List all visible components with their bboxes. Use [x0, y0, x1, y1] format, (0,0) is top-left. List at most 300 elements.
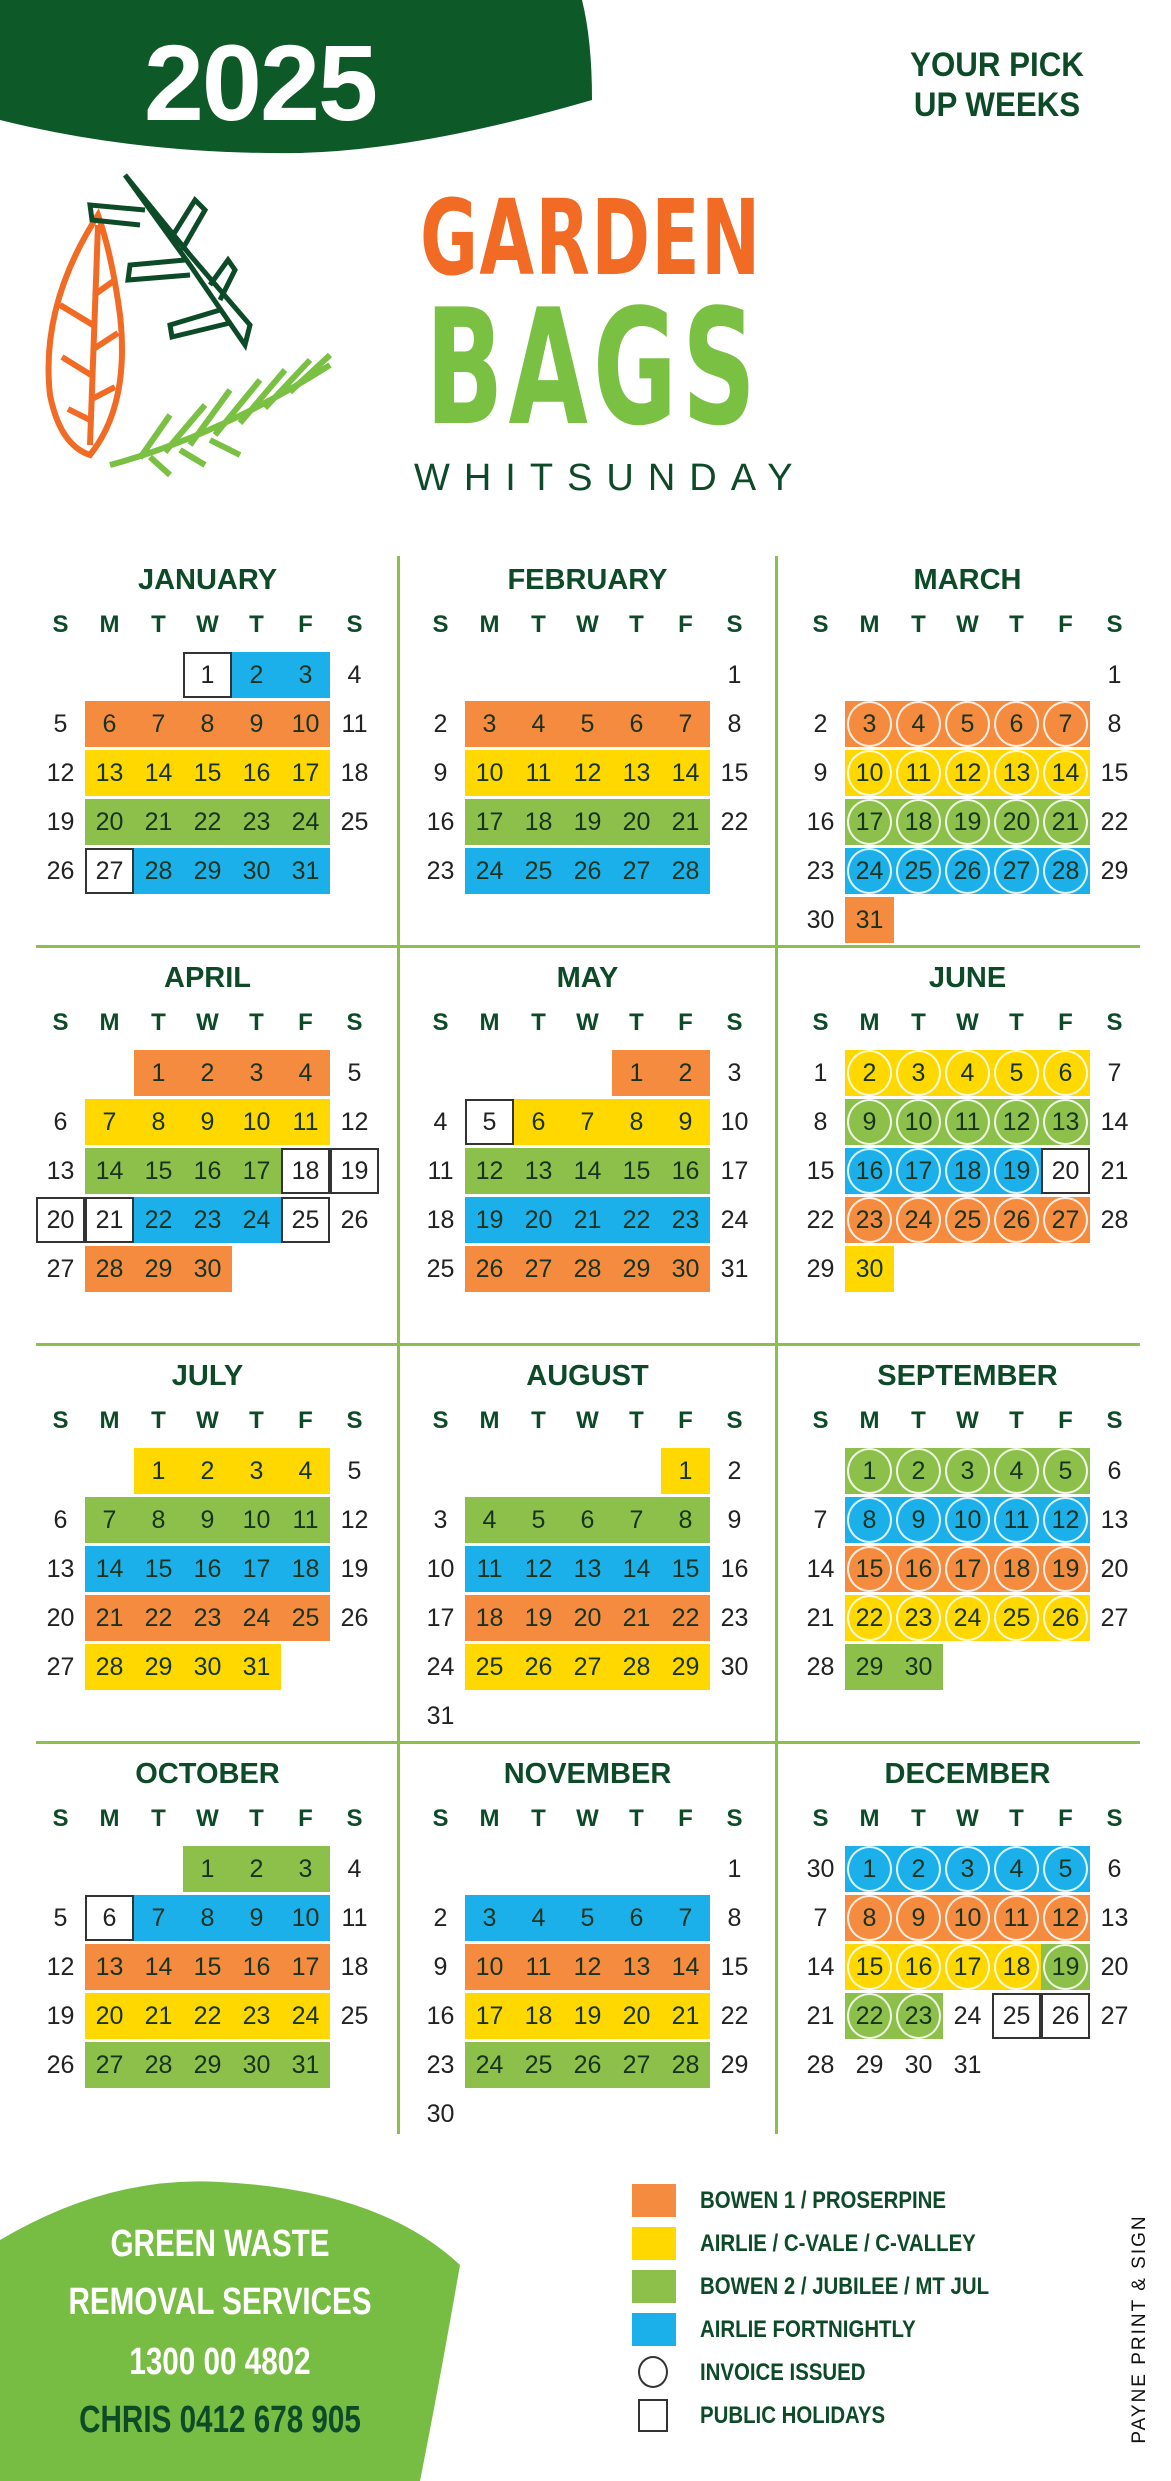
- month-title-december: DECEMBER: [884, 1758, 1051, 1790]
- day-number: 3: [482, 1903, 497, 1932]
- day-number: 8: [862, 1505, 877, 1534]
- day-number: 31: [855, 905, 884, 934]
- day-number: 14: [144, 758, 173, 787]
- day-number: 1: [727, 660, 742, 689]
- calendar-day: [710, 1846, 759, 1892]
- day-number: 30: [904, 2050, 933, 2079]
- invoice-day: [1041, 701, 1090, 747]
- day-number: 23: [193, 1205, 222, 1234]
- calendar-day: [183, 848, 232, 894]
- calendar-day: [36, 1099, 85, 1145]
- calendar-day: [85, 1546, 134, 1592]
- invoice-circle-icon: [847, 750, 892, 796]
- day-number: 23: [806, 856, 835, 885]
- calendar-day: [465, 701, 514, 747]
- day-number: 15: [671, 1554, 700, 1583]
- public-holiday-day: [85, 848, 134, 894]
- weekday-label: T: [1009, 611, 1024, 638]
- calendar-day: [416, 1944, 465, 1990]
- public-holiday-day: [36, 1197, 85, 1243]
- day-number: 17: [953, 1554, 982, 1583]
- weekday-label: M: [479, 611, 500, 638]
- day-number: 31: [291, 856, 320, 885]
- invoice-day: [943, 1846, 992, 1892]
- day-number: 20: [573, 1603, 602, 1632]
- day-number: 25: [1002, 2001, 1031, 2030]
- contact-phone[interactable]: 1300 00 4802: [129, 2341, 311, 2383]
- day-number: 3: [960, 1456, 975, 1485]
- invoice-circle-icon: [945, 1148, 990, 1194]
- invoice-day: [1041, 1050, 1090, 1096]
- weekday-label: T: [249, 611, 264, 638]
- day-number: 7: [580, 1107, 595, 1136]
- day-number: 12: [953, 758, 982, 787]
- calendar-day: [183, 1148, 232, 1194]
- day-number: 5: [580, 1903, 595, 1932]
- day-number: 6: [53, 1505, 68, 1534]
- invoice-circle-icon: [1043, 1846, 1088, 1892]
- calendar-day: [330, 1993, 379, 2039]
- day-number: 28: [1051, 856, 1080, 885]
- invoice-day: [992, 1497, 1041, 1543]
- day-number: 17: [475, 807, 504, 836]
- calendar-day: [281, 1497, 330, 1543]
- day-number: 15: [720, 1952, 749, 1981]
- calendar-day: [36, 1944, 85, 1990]
- invoice-circle-icon: [994, 1099, 1039, 1145]
- day-number: 30: [193, 1254, 222, 1283]
- day-number: 5: [960, 709, 975, 738]
- day-number: 20: [95, 807, 124, 836]
- calendar-day: [183, 1246, 232, 1292]
- day-number: 18: [524, 807, 553, 836]
- invoice-circle-icon: [896, 1546, 941, 1592]
- calendar-day: [465, 1644, 514, 1690]
- day-number: 21: [1051, 807, 1080, 836]
- legend-label: PUBLIC HOLIDAYS: [700, 2402, 886, 2429]
- calendar-day: [514, 799, 563, 845]
- calendar-day: [183, 1595, 232, 1641]
- day-number: 13: [1100, 1505, 1129, 1534]
- calendar-day: [796, 750, 845, 796]
- day-number: 20: [46, 1205, 75, 1234]
- day-number: 28: [622, 1652, 651, 1681]
- weekday-label: W: [576, 1805, 599, 1832]
- calendar-day: [85, 2042, 134, 2088]
- day-number: 11: [341, 709, 368, 738]
- day-number: 14: [95, 1554, 124, 1583]
- day-number: 19: [1051, 1952, 1080, 1981]
- day-number: 26: [524, 1652, 553, 1681]
- calendar-day: [710, 652, 759, 698]
- day-number: 18: [904, 807, 933, 836]
- day-number: 8: [678, 1505, 693, 1534]
- invoice-day: [943, 750, 992, 796]
- invoice-circle-icon: [896, 1197, 941, 1243]
- day-number: 17: [953, 1952, 982, 1981]
- invoice-day: [992, 1050, 1041, 1096]
- day-number: 30: [193, 1652, 222, 1681]
- invoice-circle-icon: [994, 1448, 1039, 1494]
- calendar-day: [661, 2042, 710, 2088]
- calendar-day: [183, 1546, 232, 1592]
- day-number: 30: [242, 856, 271, 885]
- invoice-circle-icon: [945, 1050, 990, 1096]
- legend-label: AIRLIE / C-VALE / C-VALLEY: [700, 2230, 976, 2257]
- day-number: 24: [855, 856, 884, 885]
- calendar-day: [281, 652, 330, 698]
- calendar-day: [36, 1895, 85, 1941]
- calendar-day: [612, 701, 661, 747]
- calendar-day: [710, 1246, 759, 1292]
- calendar-day: [563, 1148, 612, 1194]
- day-number: 8: [151, 1505, 166, 1534]
- calendar-day: [134, 701, 183, 747]
- public-holiday-day: [281, 1148, 330, 1194]
- calendar-day: [183, 1944, 232, 1990]
- day-number: 12: [573, 758, 602, 787]
- calendar-day: [796, 897, 845, 943]
- calendar-day: [465, 1944, 514, 1990]
- row-divider: [36, 1741, 1140, 1744]
- day-number: 11: [954, 1107, 981, 1136]
- calendar-day: [661, 1944, 710, 1990]
- day-number: 27: [622, 2050, 651, 2079]
- invoice-circle-icon: [896, 848, 941, 894]
- calendar-day: [134, 750, 183, 796]
- day-number: 14: [806, 1554, 835, 1583]
- calendar-day: [796, 1246, 845, 1292]
- invoice-day: [992, 1197, 1041, 1243]
- day-number: 16: [426, 2001, 455, 2030]
- weekday-label: T: [629, 1805, 644, 1832]
- day-number: 31: [953, 2050, 982, 2079]
- day-number: 29: [193, 856, 222, 885]
- day-number: 3: [911, 1058, 926, 1087]
- invoice-day: [845, 848, 894, 894]
- calendar-day: [612, 1246, 661, 1292]
- invoice-day: [1041, 1497, 1090, 1543]
- day-number: 4: [347, 1854, 362, 1883]
- calendar-day: [416, 1895, 465, 1941]
- invoice-circle-icon: [994, 848, 1039, 894]
- weekday-label: S: [346, 1009, 363, 1036]
- invoice-circle-icon: [994, 1546, 1039, 1592]
- invoice-day: [943, 701, 992, 747]
- day-number: 10: [242, 1505, 271, 1534]
- day-number: 16: [720, 1554, 749, 1583]
- calendar-day: [563, 848, 612, 894]
- weekday-label: F: [298, 611, 313, 638]
- invoice-circle-icon: [994, 1497, 1039, 1543]
- invoice-day: [1041, 1448, 1090, 1494]
- calendar-day: [465, 2042, 514, 2088]
- day-number: 13: [46, 1554, 75, 1583]
- day-number: 21: [1100, 1156, 1129, 1185]
- invoice-day: [992, 1148, 1041, 1194]
- invoice-day: [894, 1944, 943, 1990]
- weekday-label: S: [1106, 1009, 1123, 1036]
- day-number: 10: [720, 1107, 749, 1136]
- calendar-day: [514, 750, 563, 796]
- day-number: 22: [806, 1205, 835, 1234]
- day-number: 2: [249, 660, 264, 689]
- calendar-day: [232, 1497, 281, 1543]
- invoice-day: [992, 1895, 1041, 1941]
- day-number: 2: [433, 1903, 448, 1932]
- legend-swatch-icon: [632, 2313, 676, 2346]
- invoice-day: [845, 1895, 894, 1941]
- invoice-circle-icon: [994, 1944, 1039, 1990]
- day-number: 27: [46, 1652, 75, 1681]
- day-number: 21: [144, 807, 173, 836]
- day-number: 5: [580, 709, 595, 738]
- day-number: 4: [298, 1456, 313, 1485]
- day-number: 10: [855, 758, 884, 787]
- legend-label: BOWEN 1 / PROSERPINE: [700, 2187, 946, 2214]
- day-number: 30: [242, 2050, 271, 2079]
- invoice-circle-icon: [847, 1497, 892, 1543]
- day-number: 19: [1051, 1554, 1080, 1583]
- day-number: 28: [806, 1652, 835, 1681]
- public-holiday-day: [330, 1148, 379, 1194]
- day-number: 25: [291, 1205, 320, 1234]
- day-number: 7: [678, 1903, 693, 1932]
- calendar-day: [661, 1644, 710, 1690]
- day-number: 5: [482, 1107, 497, 1136]
- invoice-day: [943, 799, 992, 845]
- weekday-label: F: [1058, 1805, 1073, 1832]
- day-number: 2: [911, 1456, 926, 1485]
- invoice-day: [845, 1595, 894, 1641]
- day-number: 23: [426, 856, 455, 885]
- day-number: 31: [720, 1254, 749, 1283]
- day-number: 27: [95, 856, 124, 885]
- calendar-day: [612, 1197, 661, 1243]
- invoice-day: [1041, 1846, 1090, 1892]
- day-number: 9: [433, 758, 448, 787]
- invoice-circle-icon: [896, 1497, 941, 1543]
- invoice-circle-icon: [896, 1993, 941, 2039]
- day-number: 6: [1058, 1058, 1073, 1087]
- calendar-day: [281, 1099, 330, 1145]
- calendar-day: [796, 1099, 845, 1145]
- weekday-label: W: [196, 611, 219, 638]
- weekday-label: M: [99, 611, 120, 638]
- calendar-day: [416, 848, 465, 894]
- calendar-day: [36, 799, 85, 845]
- calendar-day: [465, 1595, 514, 1641]
- calendar-day: [1090, 848, 1139, 894]
- calendar-day: [661, 1497, 710, 1543]
- calendar-day: [281, 1448, 330, 1494]
- day-number: 11: [427, 1156, 454, 1185]
- invoice-circle-icon: [896, 1595, 941, 1641]
- calendar-day: [710, 1546, 759, 1592]
- day-number: 17: [720, 1156, 749, 1185]
- day-number: 7: [678, 709, 693, 738]
- day-number: 10: [291, 1903, 320, 1932]
- calendar-day: [710, 1050, 759, 1096]
- month-title-january: JANUARY: [137, 564, 278, 596]
- invoice-day: [845, 1448, 894, 1494]
- invoice-day: [894, 1050, 943, 1096]
- day-number: 8: [151, 1107, 166, 1136]
- invoice-day: [894, 1895, 943, 1941]
- day-number: 12: [524, 1554, 553, 1583]
- calendar-day: [416, 1148, 465, 1194]
- invoice-day: [943, 1448, 992, 1494]
- day-number: 16: [806, 807, 835, 836]
- day-number: 14: [1100, 1107, 1129, 1136]
- day-number: 28: [144, 2050, 173, 2079]
- calendar-day: [183, 1050, 232, 1096]
- day-number: 13: [573, 1554, 602, 1583]
- day-number: 10: [953, 1903, 982, 1932]
- calendar-day: [85, 1944, 134, 1990]
- calendar-day: [514, 1895, 563, 1941]
- weekday-label: T: [531, 1009, 546, 1036]
- invoice-circle-icon: [945, 1846, 990, 1892]
- day-number: 16: [193, 1156, 222, 1185]
- day-number: 7: [813, 1903, 828, 1932]
- calendar-day: [514, 1197, 563, 1243]
- day-number: 11: [292, 1505, 319, 1534]
- invoice-day: [943, 1595, 992, 1641]
- day-number: 15: [144, 1554, 173, 1583]
- weekday-label: S: [346, 1407, 363, 1434]
- day-number: 24: [426, 1652, 455, 1681]
- calendar-day: [85, 1246, 134, 1292]
- calendar-day: [416, 1644, 465, 1690]
- invoice-day: [894, 1497, 943, 1543]
- weekday-label: T: [531, 1805, 546, 1832]
- weekday-label: S: [52, 611, 69, 638]
- calendar-day: [661, 1993, 710, 2039]
- calendar-day: [796, 1644, 845, 1690]
- calendar-day: [514, 1246, 563, 1292]
- calendar-day: [281, 750, 330, 796]
- calendar-day: [85, 750, 134, 796]
- invoice-day: [943, 1497, 992, 1543]
- invoice-day: [1041, 750, 1090, 796]
- calendar-day: [330, 750, 379, 796]
- day-number: 29: [144, 1254, 173, 1283]
- calendar-day: [85, 701, 134, 747]
- calendar-day: [465, 1197, 514, 1243]
- calendar-day: [1090, 1846, 1139, 1892]
- invoice-circle-icon: [945, 799, 990, 845]
- calendar-day: [1090, 1497, 1139, 1543]
- weekday-label: M: [99, 1407, 120, 1434]
- invoice-circle-icon: [847, 1448, 892, 1494]
- month-title-february: FEBRUARY: [507, 564, 668, 596]
- day-number: 7: [151, 709, 166, 738]
- weekday-label: M: [99, 1805, 120, 1832]
- day-number: 19: [46, 807, 75, 836]
- calendar-day: [183, 2042, 232, 2088]
- day-number: 8: [629, 1107, 644, 1136]
- calendar-day: [710, 750, 759, 796]
- calendar-day: [661, 1448, 710, 1494]
- day-number: 20: [1051, 1156, 1080, 1185]
- day-number: 7: [629, 1505, 644, 1534]
- invoice-circle-icon: [1043, 750, 1088, 796]
- invoice-circle-icon: [945, 1546, 990, 1592]
- weekday-label: W: [956, 1009, 979, 1036]
- calendar-day: [845, 1246, 894, 1292]
- day-number: 14: [806, 1952, 835, 1981]
- public-holiday-day: [465, 1099, 514, 1145]
- invoice-day: [845, 1846, 894, 1892]
- invoice-circle-icon: [847, 1099, 892, 1145]
- calendar-day: [465, 1497, 514, 1543]
- public-holiday-day: [992, 1993, 1041, 2039]
- public-holiday-day: [1041, 1993, 1090, 2039]
- calendar-day: [281, 2042, 330, 2088]
- day-number: 19: [573, 2001, 602, 2030]
- calendar-day: [514, 701, 563, 747]
- invoice-circle-icon: [847, 848, 892, 894]
- day-number: 22: [855, 1603, 884, 1632]
- contact-mobile[interactable]: CHRIS 0412 678 905: [79, 2399, 361, 2441]
- calendar-day: [845, 1644, 894, 1690]
- calendar-day: [514, 1595, 563, 1641]
- legend-label: AIRLIE FORTNIGHTLY: [700, 2316, 916, 2343]
- weekday-label: M: [99, 1009, 120, 1036]
- weekday-label: S: [812, 1009, 829, 1036]
- invoice-circle-icon: [945, 1895, 990, 1941]
- calendar-day: [85, 1148, 134, 1194]
- invoice-day: [845, 1944, 894, 1990]
- day-number: 29: [671, 1652, 700, 1681]
- calendar-day: [281, 848, 330, 894]
- day-number: 14: [622, 1554, 651, 1583]
- day-number: 28: [573, 1254, 602, 1283]
- day-number: 21: [95, 1205, 124, 1234]
- weekday-label: T: [1009, 1009, 1024, 1036]
- day-number: 4: [298, 1058, 313, 1087]
- day-number: 25: [340, 2001, 369, 2030]
- day-number: 29: [622, 1254, 651, 1283]
- day-number: 8: [727, 709, 742, 738]
- calendar-day: [661, 1595, 710, 1641]
- invoice-day: [943, 1895, 992, 1941]
- invoice-circle-icon: [945, 848, 990, 894]
- day-number: 12: [46, 758, 75, 787]
- day-number: 17: [291, 1952, 320, 1981]
- calendar-day: [134, 1595, 183, 1641]
- day-number: 2: [911, 1854, 926, 1883]
- weekday-label: S: [346, 1805, 363, 1832]
- day-number: 8: [1107, 709, 1122, 738]
- day-number: 14: [95, 1156, 124, 1185]
- calendar-day: [232, 1099, 281, 1145]
- calendar-day: [796, 1595, 845, 1641]
- invoice-day: [943, 848, 992, 894]
- invoice-day: [894, 701, 943, 747]
- calendar-day: [416, 1693, 465, 1739]
- weekday-label: S: [52, 1805, 69, 1832]
- calendar-day: [416, 1197, 465, 1243]
- calendar-day: [1090, 1546, 1139, 1592]
- day-number: 11: [476, 1554, 503, 1583]
- day-number: 4: [960, 1058, 975, 1087]
- day-number: 23: [242, 807, 271, 836]
- weekday-label: W: [576, 611, 599, 638]
- calendar-day: [416, 701, 465, 747]
- day-number: 19: [953, 807, 982, 836]
